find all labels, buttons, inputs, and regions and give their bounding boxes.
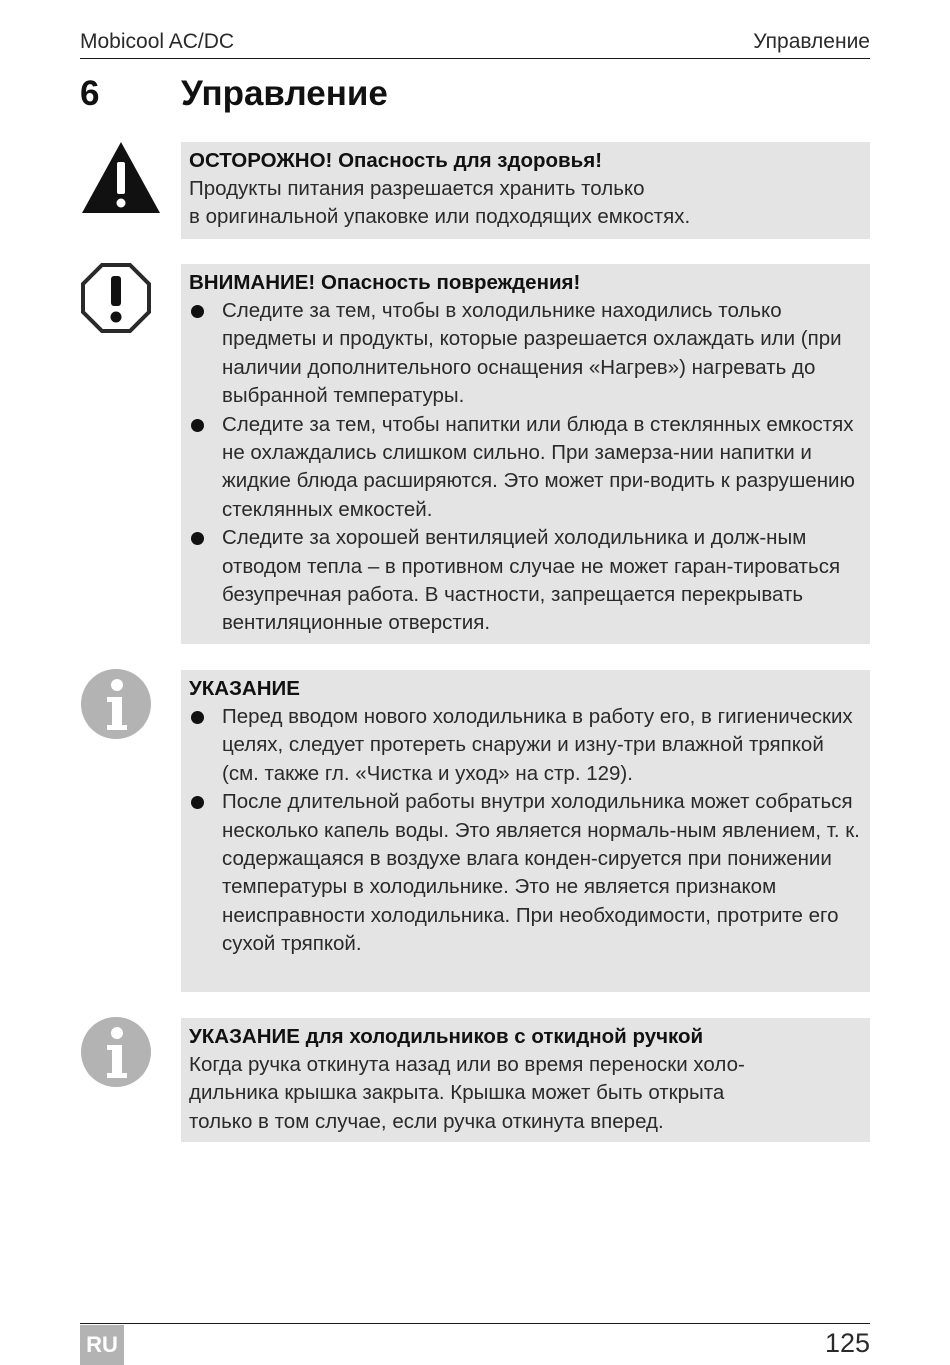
handle-note-title: УКАЗАНИЕ для холодильников с откидной ручкой [189, 1025, 704, 1048]
language-badge: RU [80, 1325, 124, 1365]
list-item-text: Следите за тем, чтобы напитки или блюда в стеклянных емкостях не охлаждались слишком сильно. При замерза-нии напитки и жидкие блюда расширяются. Это может при-водить к разрушению стеклянных емкостей. [222, 412, 855, 521]
list-item-text: Следите за хорошей вентиляцией холодильника и долж-ным отводом тепла – в противном случае не может гаран-тироваться безупречная работа. В частности, запрещается перекрывать вентиляционные отверстия. [222, 526, 841, 635]
list-item-text: Перед вводом нового холодильника в работу его, в гигиенических целях, следует протереть снаружи и изну-три влажной тряпкой (см. также гл. «Чистка и уход» на стр. 129). [222, 705, 853, 785]
handle-note-line: только в том случае, если ручка откинута вперед. [189, 1109, 664, 1133]
note-list [189, 703, 862, 959]
caution-box [181, 142, 870, 239]
list-item [189, 788, 862, 958]
list-item-text: Следите за тем, чтобы в холодильнике находились только предметы и продукты, которые разрешается охлаждать или (при наличии дополнительного оснащения «Нагрев») нагревать до выбранной температуры. [222, 299, 842, 408]
bullet-icon [191, 532, 204, 545]
header-section-name: Управление [753, 30, 870, 53]
octagon-exclamation-icon [80, 262, 152, 334]
list-item [189, 703, 862, 788]
handle-note-line: дильника крышка закрыта. Крышка может быть открыта [189, 1081, 725, 1105]
page-header [80, 28, 870, 59]
header-product-name: Mobicool AC/DC [80, 30, 235, 53]
list-item-text: После длительной работы внутри холодильника может собраться несколько капель воды. Это является нормаль-ным явлением, т. к. содержащаяся в воздухе влага конден-сируется при понижении температуры в холодильнике. Это не является признаком неисправности холодильника. При необходимости, протрите его сухой тряпкой. [222, 790, 860, 956]
bullet-icon [191, 419, 204, 432]
attention-title: ВНИМАНИЕ! Опасность повреждения! [189, 271, 581, 294]
chapter-title: Управление [181, 74, 388, 113]
info-icon [80, 1016, 152, 1088]
note-box [181, 670, 870, 992]
attention-box [181, 264, 870, 644]
bullet-icon [191, 711, 204, 724]
bullet-icon [191, 305, 204, 318]
info-icon [80, 668, 152, 740]
note-title: УКАЗАНИЕ [189, 677, 300, 700]
handle-note-box [181, 1018, 870, 1142]
list-item [189, 524, 862, 638]
caution-line: Продукты питания разрешается хранить только [189, 177, 645, 200]
bullet-icon [191, 796, 204, 809]
list-item [189, 411, 862, 525]
caution-title: ОСТОРОЖНО! Опасность для здоровья! [189, 149, 603, 172]
list-item [189, 297, 862, 411]
handle-note-line: Когда ручка откинута назад или во время переноски холо- [189, 1053, 745, 1076]
footer-divider [80, 1323, 870, 1324]
warning-triangle-icon [80, 140, 162, 216]
caution-line: в оригинальной упаковке или подходящих емкостях. [189, 205, 691, 229]
chapter-number: 6 [80, 74, 100, 113]
attention-list [189, 297, 862, 638]
page-number: 125 [824, 1328, 870, 1358]
